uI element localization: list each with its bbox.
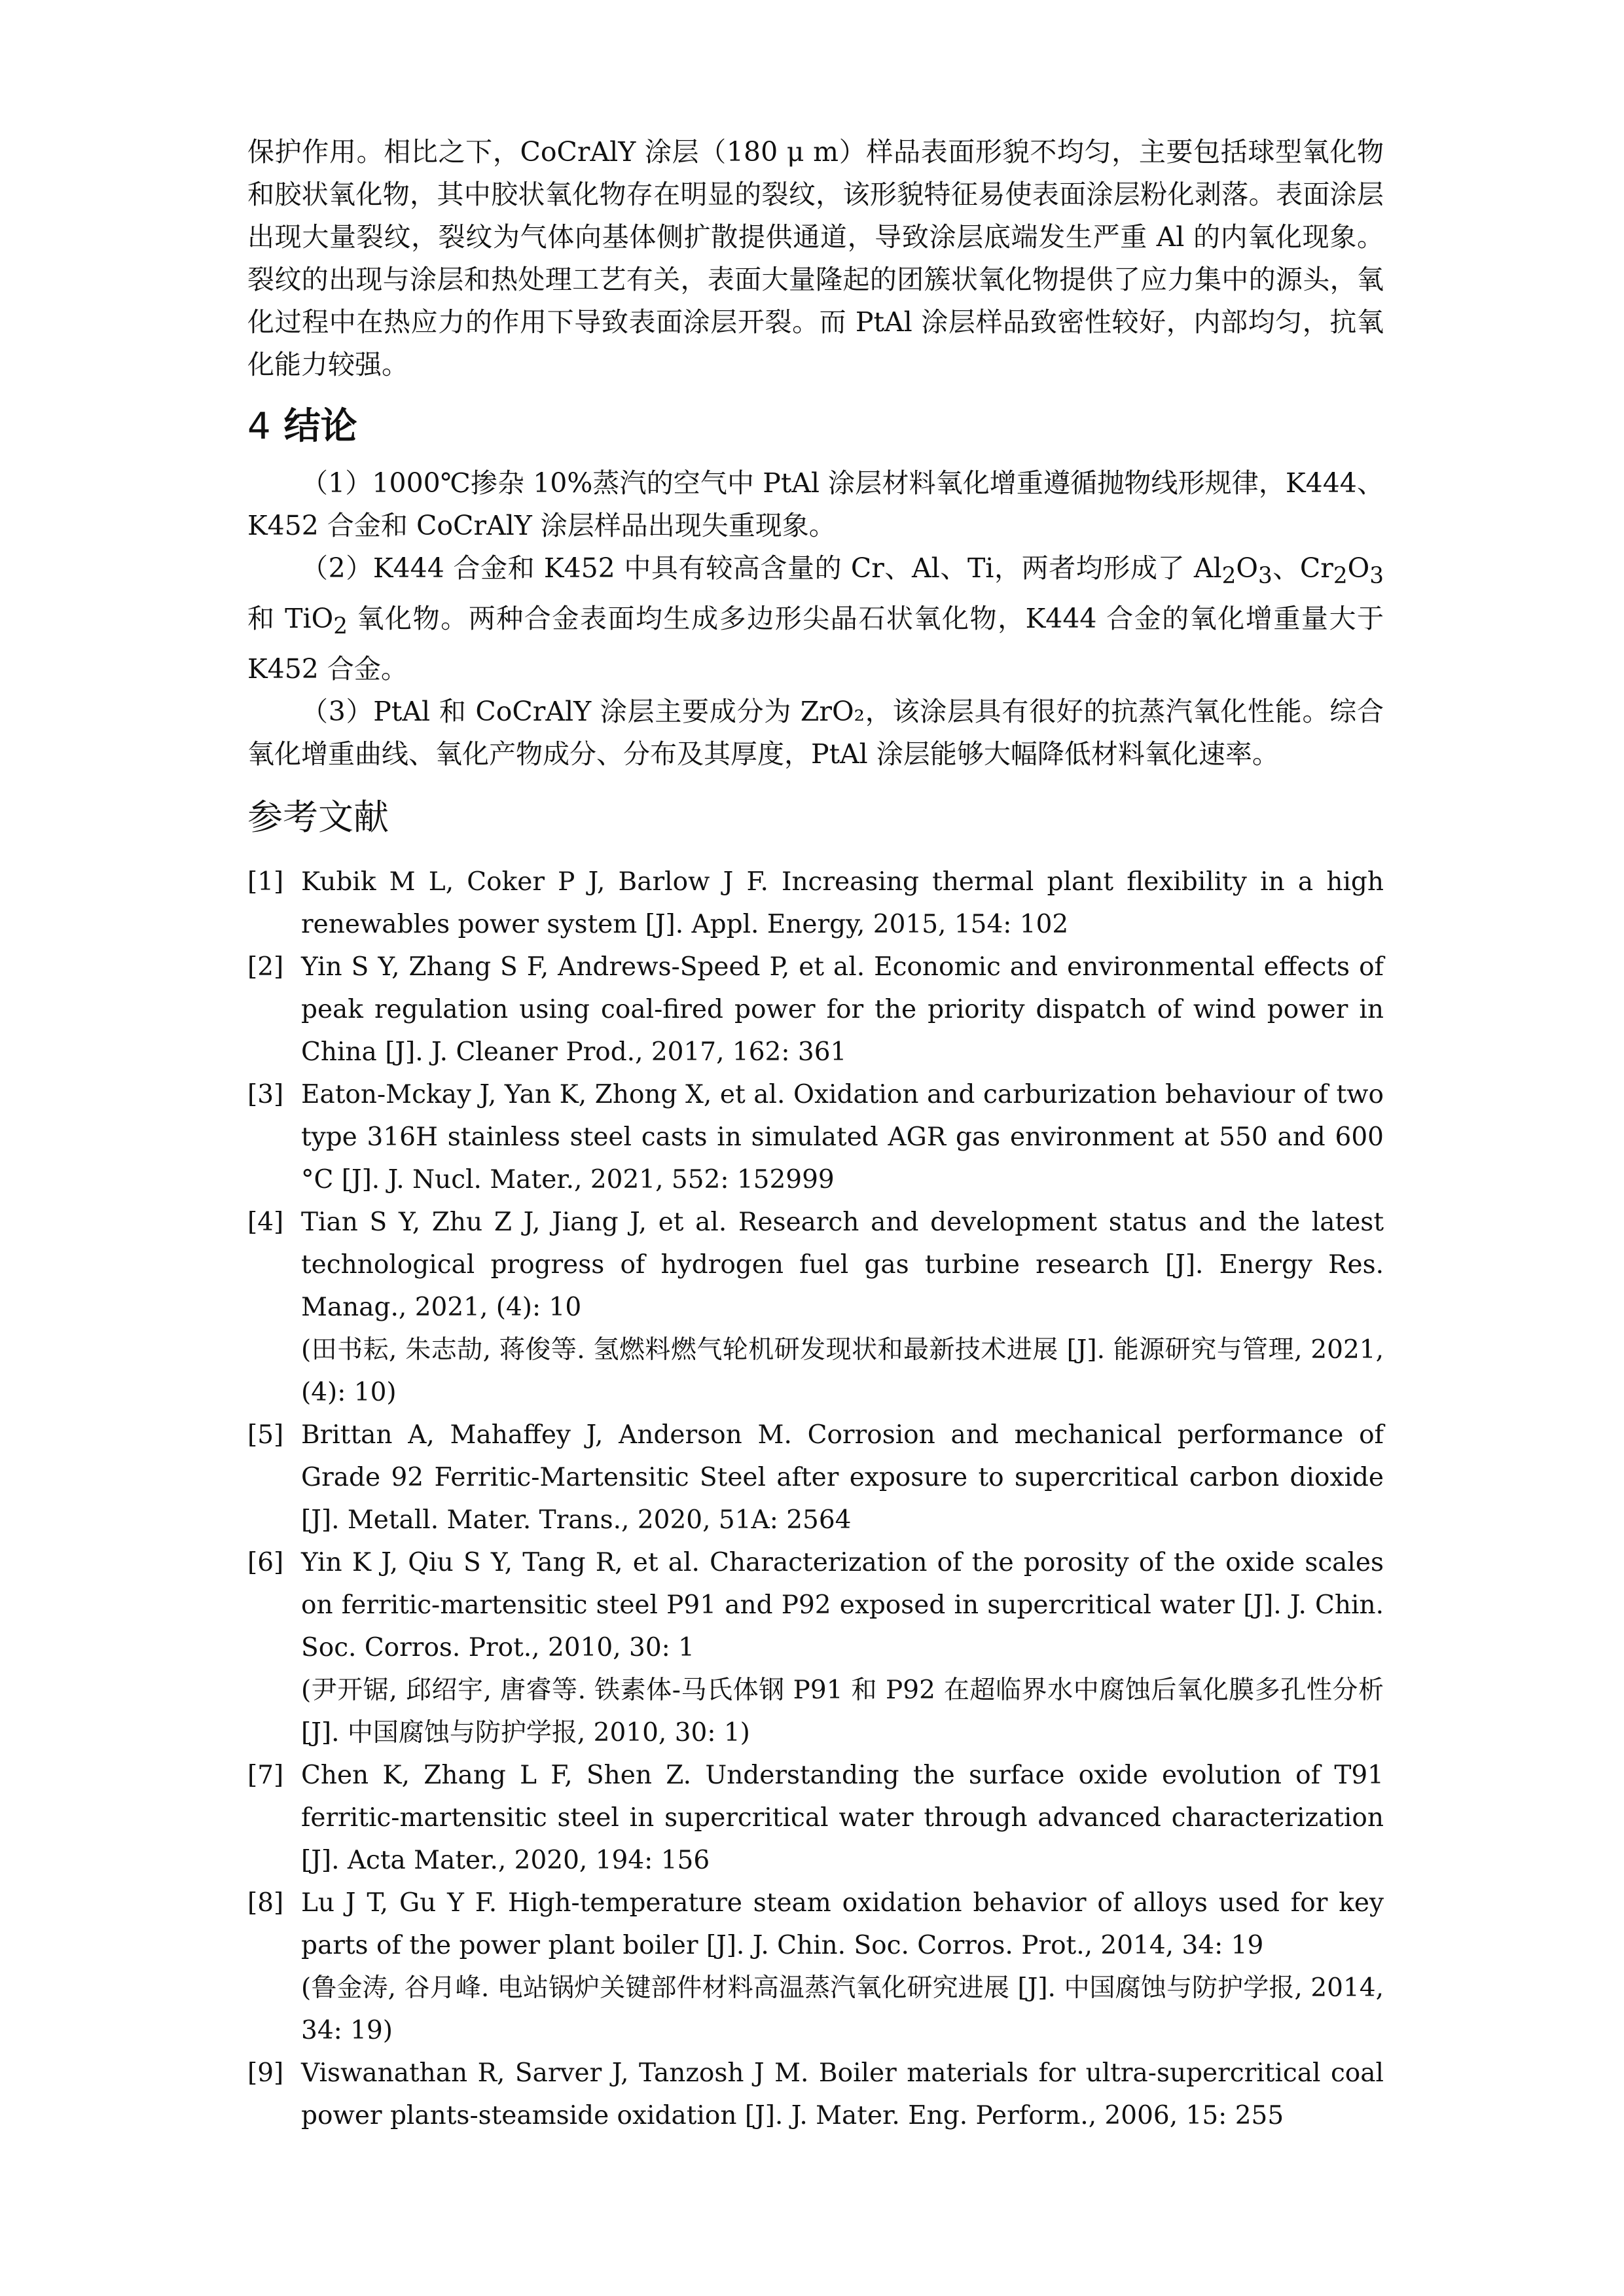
section-title: 结论: [283, 405, 357, 448]
section-heading: [247, 401, 1384, 453]
reference-text: Yin K J, Qiu S Y, Tang R, et al. Characterization of the porosity of the oxide scales on ferritic-martensitic steel P91 and P92 exposed in supercritical water [J]. J. Chin. Soc. Corros. Prot., 2010, 30: 1: [301, 1548, 1384, 1663]
reference-number: [1]: [247, 867, 284, 897]
reference-number: [6]: [247, 1548, 284, 1578]
reference-item: [247, 861, 1384, 946]
conclusion-1: [247, 462, 1384, 547]
reference-item: [247, 946, 1384, 1073]
conclusion-2-text-f: 氧化物。两种合金表面均生成多边形尖晶石状氧化物，K444 合金的氧化增重量大于 K452 合金。: [247, 603, 1384, 685]
reference-text: Lu J T, Gu Y F. High-temperature steam oxidation behavior of alloys used for key parts of the power plant boiler [J]. J. Chin. Soc. Corros. Prot., 2014, 34: 19: [301, 1888, 1384, 1961]
reference-item: [247, 1201, 1384, 1414]
reference-text: Eaton-Mckay J, Yan K, Zhong X, et al. Oxidation and carburization behaviour of two type 316H stainless steel casts in simulated AGR gas environment at 550 and 600 °C [J]. J. Nucl. Mater., 2021, 552: 152999: [301, 1080, 1384, 1195]
conclusion-3-text: （3）PtAl 和 CoCrAlY 涂层主要成分为 ZrO₂，该涂层具有很好的抗蒸汽氧化性能。综合氧化增重曲线、氧化产物成分、分布及其厚度，PtAl 涂层能够大幅降低材料氧化速率。: [247, 696, 1384, 770]
section-number: 4: [247, 405, 271, 448]
reference-number: [2]: [247, 952, 284, 982]
references-heading: 参考文献: [247, 797, 389, 838]
conclusion-2-text-b: O: [1236, 552, 1258, 584]
conclusion-2-text-a: （2）K444 合金和 K452 中具有较高含量的 Cr、Al、Ti，两者均形成了 Al: [301, 552, 1222, 584]
reference-text: Tian S Y, Zhu Z J, Jiang J, et al. Research and development status and the latest technological progress of hydrogen fuel gas turbine research [J]. Energy Res. Manag., 2021, (4): 10: [301, 1208, 1384, 1323]
reference-number: [8]: [247, 1888, 284, 1918]
conclusion-1-text: （1）1000℃掺杂 10%蒸汽的空气中 PtAl 涂层材料氧化增重遵循抛物线形规律，K444、K452 合金和 CoCrAlY 涂层样品出现失重现象。: [247, 467, 1384, 541]
intro-paragraph: 保护作用。相比之下，CoCrAlY 涂层（180 μ m）样品表面形貌不均匀，主要包括球型氧化物和胶状氧化物，其中胶状氧化物存在明显的裂纹，该形貌特征易使表面涂层粉化剥落。表面涂层出现大量裂纹，裂纹为气体向基体侧扩散提供通道，导致涂层底端发生严重 Al 的内氧化现象。裂纹的出现与涂层和热处理工艺有关，表面大量隆起的团簇状氧化物提供了应力集中的源头，氧化过程中在热应力的作用下导致表面涂层开裂。而 PtAl 涂层样品致密性较好，内部均匀，抗氧化能力较强。: [247, 136, 1384, 380]
reference-text: Viswanathan R, Sarver J, Tanzosh J M. Boiler materials for ultra-supercritical coal power plants-steamside oxidation [J]. J. Mater. Eng. Perform., 2006, 15: 255: [301, 2058, 1384, 2131]
conclusion-3: [247, 691, 1384, 776]
reference-item: [247, 1073, 1384, 1201]
subscript: 2: [333, 613, 348, 640]
reference-text: Yin S Y, Zhang S F, Andrews-Speed P, et al. Economic and environmental effects of peak regulation using coal-fired power for the priority dispatch of wind power in China [J]. J. Cleaner Prod., 2017, 162: 361: [301, 952, 1384, 1067]
subscript: 3: [1257, 563, 1272, 590]
page-content: [247, 131, 1384, 2137]
subscript: 3: [1369, 563, 1384, 590]
reference-item: [247, 1882, 1384, 2052]
reference-number: [5]: [247, 1420, 284, 1450]
reference-number: [3]: [247, 1080, 284, 1110]
reference-number: [4]: [247, 1208, 284, 1238]
reference-text: Chen K, Zhang L F, Shen Z. Understanding the surface oxide evolution of T91 ferritic-martensitic steel in supercritical water through advanced characterization [J]. Acta Mater., 2020, 194: 156: [301, 1761, 1384, 1876]
subscript: 2: [1333, 563, 1348, 590]
subscript: 2: [1221, 563, 1236, 590]
conclusion-2-text-c: 、Cr: [1272, 552, 1333, 584]
reference-number: [7]: [247, 1761, 284, 1791]
reference-text-chinese: (田书耘, 朱志劼, 蒋俊等. 氢燃料燃气轮机研发现状和最新技术进展 [J]. 能源研究与管理, 2021, (4): 10): [301, 1335, 1384, 1408]
conclusion-2: [247, 547, 1384, 691]
reference-item: [247, 1754, 1384, 1882]
reference-item: [247, 1541, 1384, 1754]
reference-text: Kubik M L, Coker P J, Barlow J F. Increasing thermal plant flexibility in a high renewables power system [J]. Appl. Energy, 2015, 154: 102: [301, 867, 1384, 940]
reference-number: [9]: [247, 2058, 284, 2089]
conclusion-2-text-d: O: [1347, 552, 1370, 584]
reference-item: [247, 1414, 1384, 1541]
reference-text-chinese: (尹开锯, 邱绍宇, 唐睿等. 铁素体-马氏体钢 P91 和 P92 在超临界水中腐蚀后氧化膜多孔性分析 [J]. 中国腐蚀与防护学报, 2010, 30: 1): [301, 1676, 1384, 1748]
reference-item: [247, 2052, 1384, 2137]
reference-text-chinese: (鲁金涛, 谷月峰. 电站锅炉关键部件材料高温蒸汽氧化研究进展 [J]. 中国腐蚀与防护学报, 2014, 34: 19): [301, 1973, 1384, 2046]
conclusion-2-text-e: 和 TiO: [247, 603, 334, 635]
reference-list: [247, 861, 1384, 2137]
reference-text: Brittan A, Mahaffey J, Anderson M. Corrosion and mechanical performance of Grade 92 Ferritic-Martensitic Steel after exposure to supercritical carbon dioxide [J]. Metall. Mater. Trans., 2020, 51A: 2564: [301, 1420, 1384, 1535]
